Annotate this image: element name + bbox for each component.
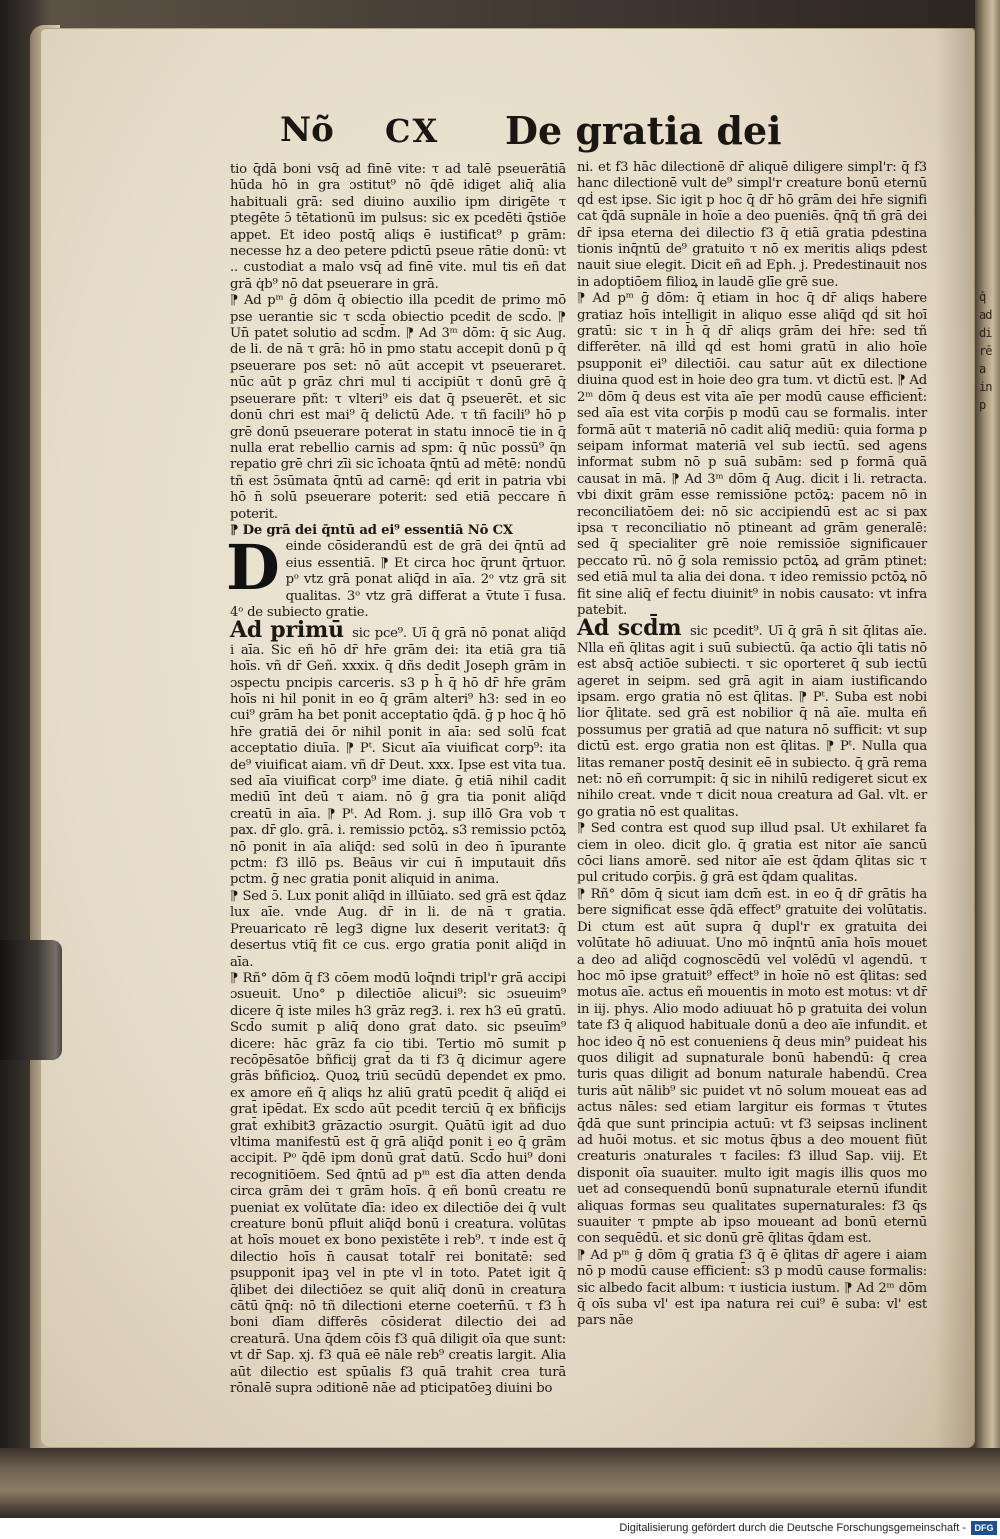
header-question-number: CX [385,112,440,150]
article-paragraph [230,617,566,889]
left-text-column [226,162,566,1397]
paragraph-text: sic pcedit⁹. Uī q̄ grā n̄ sit q̄litas aīe. Nlla eñ q̄litas agit i suū subiectū. q̄a actio q̄li tatis nō est absq̄ actiōe subiecti. τ sic oporteret q̄ sub iectū ageret in seipm. sed grā agit in aiam iustificando ipsam. ergo gratia nō est q̄litas. ⁋ Pᵗ. Suba est nobi lior q̄litate. sed grā est nobilior q̄ nā aīe. multa eñ possumus per gratiā ad que natura nō sufficit: vt sup dictū est. ergo gratia non est q̄litas. ⁋ Pᵗ. Nulla qua litas remaner postq̄ desinit eē in subiecto. q̄ grā rema net: nō eñ corrumpit: q̄ sic in nihilū redigeret sicut ex nihilo creat. vnde τ dicit noua creatura ad Gal. vlt. er go gratia nō est qualitas. [577,624,927,820]
facing-page-fragment: a [979,362,986,376]
paragraph: ⁋ Sed ɔ̄. Lux ponit aliq̄d in illūiato. sed grā est q̄daz lux aīe. vnde Aug. dr̄ in li. de nā τ gratia. Preuaricato rē legꝪ digne lux deserit veritatꝪ: q̄ desertus vtiq̄ fit ce cus. ergo gratia ponit aliq̄d in aīa. [230,888,566,970]
paragraph: ⁋ Ad pᵐ ḡ dōm: q̄ etiam in hoc q̄ dr̄ aliqs habere gratiaz hoīs intelligit in aliquo esse aliq̄d qḋ sit hoī gratū: sic τ in h̄ q̄ dr̄ aliqs grām dei hr̄e: sed tñ differēter. nā illḋ qḋ est homi gratū in alio hoīe psupponit ei⁹ dilectiōi. cau satur aūt ex dilectione diuina quod est in hoie deo gra tum. vt dictū est. ⁋ Ad 2ᵐ dōm q̄ deus est vita aīe per modū cause efficient̄: sed aīa est vita corp̄is p modū cau se formalis. inter formā aūt τ materiā nō cadit aliq̄ mediū: quia forma p seipam informat materiā vel sub iectū. sed agens informat subm nō p suā subām: sed p formā quā causat in mā. ⁋ Ad 3ᵐ dōm q̄ Aug. dicit i li. retracta. vbi dixit grām esse remissiōne pctōꝝ: pacem nō in reconciliatōem dei: nō sic accipiendū est ac si pax ipsa τ reconciliatio nō ptineant ad grām generalē: sed q̄ specialiter grē noie remissiōe significauer peccato rū. nō ḡ sola remissio pctōꝝ ad grām ptinet: sed etiā mul ta alia dei dona. τ ideo remissio pctōꝝ nō fit sine aliq̄ ef fectu diuinit⁹ in nobis causato: vt infra patebit. [577,291,927,618]
paragraph: ni. et f3 hāc dilectionē dr̄ aliquē diligere simpl'r: q̄ f3 hanc dilectionē vult de⁹ simpl'r creature bonū eternū qḋ est ipse. Sic igit p hoc q̄ dr̄ hō grām dei hr̄e signifi cat q̄dā supnāle in hoīe a deo pueniēs. q̄nq̄ tñ grā dei dr̄ ipsa eterna dei dilectio f3 q̄ etiā gratia pdestina tionis inq̄ntū de⁹ gratuito τ nō ex meritis aliqs pdest nauit siue elegit. Dicit eñ ad Eph. j. Predestinauit nos in adoptiōem filioꝝ in laudē glīe grē sue. [577,160,927,290]
paragraph: tio q̄dā boni vsq̄ ad finē vite: τ ad talē pseuerātiā hūda hō in gra ɔstitut⁹ nō q̄dē idiget aliq̄ alia habituali grā: sed diuino auxilio ipm dirigēte τ ptegēte ɔ̄ tētationū im pulsus: sic ex pcedēti q̄stiōe appet. Et ideo postq̄ aliqs ē iustificat⁹ p grām: necesse hz a deo petere pdictū pseue rātie donū: vt .. custodiat a malo vsq̄ ad finē vite. mul tis eñ dat grā q̇b⁹ nō dat pseuerare in grā. [230,162,566,292]
facing-page-edge [975,0,1000,1480]
running-header [40,110,975,160]
paragraph: ⁋ Sed contra est quod sup illud psal. Ut exhilaret fa ciem in oleo. dicit glo. q̄ gratia est nitor aīe sancū cōci lians amorē. sed nitor aīe est q̄dam q̄litas sic τ pul critudo corp̄is. ḡ grā est q̄dam qualitas. [577,821,927,886]
dfg-logo: DFG [971,1521,997,1535]
paragraph-text: sic pce⁹. Uī q̄ grā nō ponat aliq̄d i aīa. Sic eñ hō dr̄ hr̄e grām dei: ita etiā gra tiā hoīs. vñ dr̄ Geñ. xxxix. q̄ dñs dedit Joseph grām in ɔspectu pncipis carceris. s3 p h̄ q̄ hō dr̄ hr̄e grām hoīs ni hil ponit in eo q̄ grām alteri⁹ h3: sed in eo cui⁹ grām ha bet ponit acceptatio q̄dā. ḡ p hoc q̄ hō hr̄e gratiā dei ōr nihil ponit in aīa: sed solū fcat acceptatio diuīa. ⁋ Pᵗ. Sicut aīa viuificat corp⁹: ita de⁹ viuificat aiam. vñ dr̄ Deut. xxx. Ipse est vita tua. sed aīa viuificat corp⁹ ime diate. ḡ etiā nihil cadit mediū īnt deū τ aiam. nō ḡ gra tia ponit aliq̄d creatū in aīa. ⁋ Pᵗ. Ad Rom. j. sup illō Gra vob τ pax. dr̄ glo. grā. i. remissio pctōꝝ. s3 remissio pctōꝝ nō ponit in aīa aliq̄d: sed solū in deo n̄ īpurante pctm: f3 illō ps. Beāus vir cui n̄ imputauit dñs pctm. ḡ nec gratia ponit aliquid in anima. [230,626,566,888]
facing-page-fragment: p [979,398,986,412]
paragraph: ⁋ Rñ° dōm q̄ sicut iam dcm̄ est. in eo q̄ dr̄ grātis ha bere significat esse q̄dā effect⁹ gratuite dei volūtatis. Di ctum est aūt supra q̄ dupl'r ex gratuita dei volūtate hō adiuuat. Uno mō inq̄ntū anīa hoīs mouet a deo ad aliq̄d cognoscēdū vel volēdū vl agendū. τ hoc mō ipse gratuit⁹ effect⁹ in hoīe nō est q̄litas: sed motus aīe. actus eñ mouentis in moto est motus: vt dr̄ in iij. phys. Alio modo adiuuat hō p gratuita dei volun tate f3 q̄ aliquod habituale donū a deo aīe infundit. et hoc ideo q̄ nō est conueniens q̄ deus min⁹ puideat his quos diligit ad supnaturale bonū habendū: q̄ crea turis quas diligit ad bonum naturale habendū. Crea turis aūt nālib⁹ sic puidet vt nō solum moueat eas ad actus nāles: sed etiam largitur eis formas τ v̄tutes q̄dā que sunt principia actuū: vt f3 seipsas inclinent ad huōi motus. et sic motus q̄bus a deo mouent fiūt creaturis ɔnaturales τ faciles: f3 illud Sap. viij. Et disponit oīa suauiter. multo igit magis illis quos mo uet ad consequendū bonū supnaturale eternū ifundit aliquas formas seu qualitates supernaturales: f3 q̄s suauiter τ pmpte ab ipso moueant ad bonū eternū con sequēdū. et sic donū grē q̄litas q̄dam est. [577,886,927,1247]
footer-credit: Digitalisierung gefördert durch die Deutsche Forschungsgemeinschaft - [619,1522,966,1534]
paragraph: ⁋ Ad pᵐ ḡ dōm q̄ obiectio illa pcedit de primo mō pse uerantie sic τ scd̄a obiectio pcedit de scd̄o. ⁋ Un̄ patet solutio ad scd̄m. ⁋ Ad 3ᵐ dōm: q̄ sic Aug. de li. de nā τ grā: hō in pmo statu accepit donū p q̄ pseuerare pos set: nō aūt accepit vt pseueraret. nūc aūt p grāz chri mul ti accipiūt τ donū grē q̄ pseuerare pñt: τ vlteri⁹ eis dat q̄ pseuerēt. et sic donū chri est mai⁹ q̄ delictū Ade. τ tñ facili⁹ hō p grē donū pseuerare poterat in statu innocē tie in q̄ nulla erat rebellio carnis ad spm: q̄ nūc possū⁹ q̄n repatio grē chri zīi sic īchoata q̄ntū ad mētē: nondū tñ est ɔ̄sūmata q̄ntū ad carnē: qḋ erit in patria vbi hō n̄ solū pseuerare poterit: sed etiā peccare n̄ poterit. [230,293,566,522]
facing-page-fragment: q̄ [979,290,986,304]
section-heading: ⁋ De grā dei q̄ntū ad ei⁹ essentiā Nō CX [230,522,513,538]
article-lead: Ad primū [230,617,353,644]
header-title: De gratia dei [505,108,782,153]
facing-page-fragment: ad [979,308,992,322]
paragraph: ⁋ Ad pᵐ ḡ dōm q̄ gratia f3 q̄ ē q̄litas dr̄ agere i aiam nō p modū cause efficient̄: s3 p modū cause formalis: sic albedo facit album: τ iusticia iustum. ⁋ Ad 2ᵐ dōm q̄ oīs suba vl' est ipa natura rei cui⁹ ē suba: vl' est pars nāe [577,1247,927,1329]
facing-page-fragment: rē [979,344,992,358]
page-gutter-shadow [935,28,975,1448]
right-text-column [577,160,927,1330]
header-question-label: Nõ [280,110,334,150]
book-bottom-edge [0,1448,1000,1518]
paragraph: ⁋ Rñ° dōm q̄ f3 cōem modū loq̄ndi tripl'r grā accipi ɔsueuit. Uno° p dilectiōe alicui⁹: sic ɔsueuim⁹ dicere q̄ iste miles h3 grāz regꝪ. i. rex h3 eū gratū. Scd̄o sumit p aliq̄ dono grat̄ dato. sic pseuīm⁹ dicere: hāc grāz fa cio tibi. Tertio mō sumit p recōpēsatōe bñficij grat̄ da ti f3 q̄ dicimur agere grās bñficioꝝ. Quoꝝ triū secūdū dependet ex pmo. ex amore eñ q̄ aliqs hz aliū gratū pcedit q̄ aliq̄d ei grat̄ ipēdat. Ex scd̄o aūt pcedit terciū q̄ ex bñficijs grat̄ exhibitꝪ grāzactio ɔsurgit. Quātū igit ad duo vltima manifestū est q̄ grā aliq̄d ponit i eo q̄ grām accipit. Pᵒ q̄dē ipm donū grat̄ datū. Scd̄o hui⁹ doni recognitiōem. Sed q̄ntū ad pᵐ est dīa atten denda circa grām dei τ grām hoīs. q̄ eñ bonū creatu re pueniat ex volūtate dīa: ideo ex dilectiōe dei q̄ vult creature bonū pfluit aliq̄d bonū i creatura. volūtas at hoīs mouet ex bono pexistēte i reb⁹. τ inde est q̄ dilectio hoīs n̄ causat totalr̄ rei bonitatē: sed psupponit ipaꝫ vel in pte vl in toto. Patet igit q̄ q̄libet dei dilectiōez se quit aliq̄ donū in creatura cātū q̄nq̄: nō tñ dilectioni eterne coetern̄ū. τ f3 h̄ boni dīam differēs cōsiderat dilectio dei ad creaturā. Una q̄dem cōis f3 quā diligit oīa que sunt: vt dr̄ Sap. xj. f3 quā eē nāle reb⁹ creatis largit. Alia aūt dilectio est spūalis f3 quā trahit crea turā rōnalē supra ɔditionē nāe ad pticipatōeꝫ diuini bo [230,970,566,1397]
facing-page-fragment: in [979,380,992,394]
facing-page-fragment: di [979,326,992,340]
page-clip [0,940,62,1060]
drop-capital: D [226,531,280,605]
footer-bar [0,1518,1000,1539]
article-paragraph [577,615,927,821]
article-lead: Ad scd̄m [577,615,691,642]
paragraph-text: einde cōsiderandū est de grā dei q̄ntū ad eius essentiā. ⁋ Et circa hoc q̄runt q̄rtuor. pᵒ vtz grā ponat aliq̄d in aīa. 2ᵒ vtz grā sit qualitas. 3ᵒ vtz grā differat a v̄tute i̅ fusa. 4ᵒ de subiecto gratie. [230,539,566,620]
book-page [40,28,975,1448]
paragraph-with-initial [226,531,566,621]
